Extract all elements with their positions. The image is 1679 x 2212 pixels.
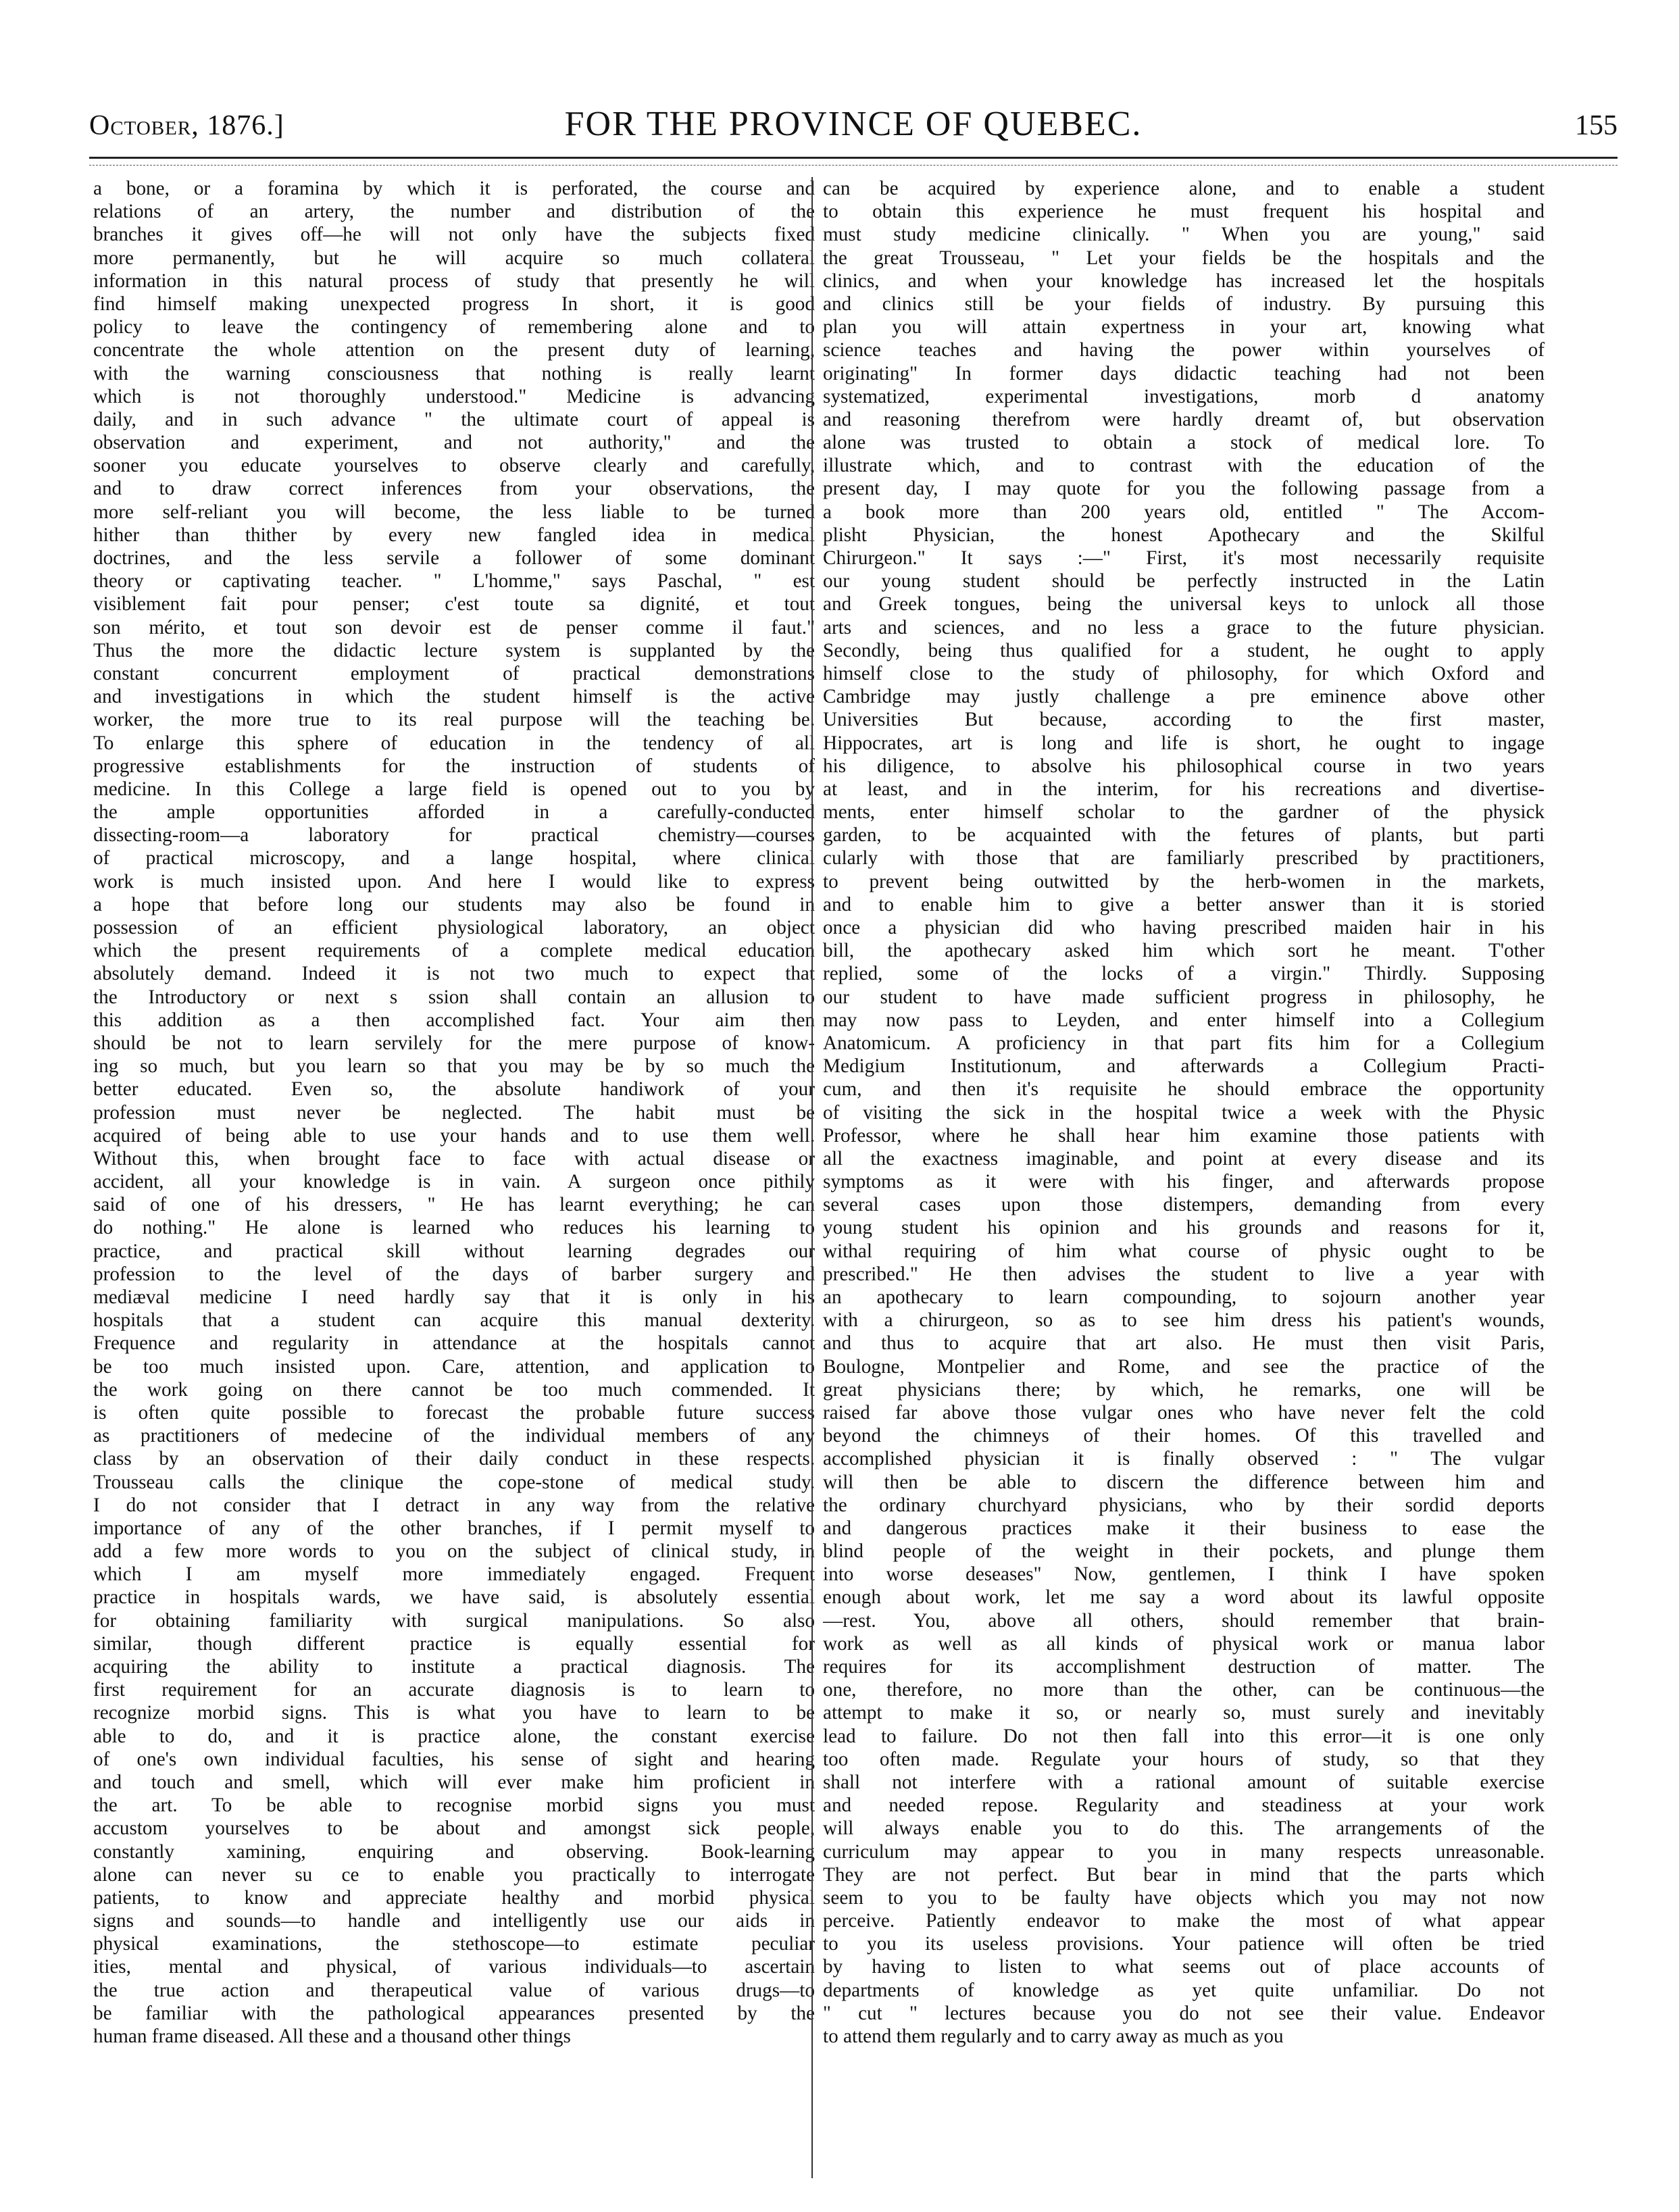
left-column xyxy=(93,177,815,2178)
text-line: more permanently, but he will acquire so much collateral xyxy=(93,247,815,269)
text-line: great physicians there; by which, he remarks, one will be xyxy=(823,1378,1545,1401)
text-line: curriculum may appear to you in many respects unreasonable. xyxy=(823,1840,1545,1863)
text-line: arts and sciences, and no less a grace to the future physician. xyxy=(823,616,1545,638)
text-line: our student to have made sufficient progress in philosophy, he xyxy=(823,986,1545,1008)
text-line: possession of an efficient physiological laboratory, an object xyxy=(93,917,815,938)
text-line: ities, mental and physical, of various individuals—to ascertain xyxy=(93,1956,815,1978)
text-line: Trousseau calls the clinique the cope-stone of medical study. xyxy=(93,1471,815,1493)
text-line: science teaches and having the power within yourselves of xyxy=(823,339,1545,361)
text-line: find himself making unexpected progress In short, it is good xyxy=(93,293,815,315)
text-line: acquired of being able to use your hands and to use them well. xyxy=(93,1124,815,1147)
text-line: plisht Physician, the honest Apothecary and the Skilful xyxy=(823,524,1545,546)
text-line: Professor, where he shall hear him examine those patients with xyxy=(823,1124,1545,1147)
text-line: Hippocrates, art is long and life is short, he ought to ingage xyxy=(823,732,1545,754)
text-line: perceive. Patiently endeavor to make the most of what appear xyxy=(823,1910,1545,1932)
text-line: and to enable him to give a better answer than it is storied xyxy=(823,893,1545,915)
text-line: Chirurgeon." It says :—" First, it's most necessarily requisite xyxy=(823,547,1545,569)
text-line: himself close to the study of philosophy, for which Oxford and xyxy=(823,662,1545,684)
text-line: young student his opinion and his grounds and reasons for it, xyxy=(823,1217,1545,1239)
text-line: daily, and in such advance " the ultimate court of appeal is xyxy=(93,408,815,430)
text-line: theory or captivating teacher. " L'homme," says Paschal, " est xyxy=(93,570,815,593)
text-line: accustom yourselves to be about and amongst sick people, xyxy=(93,1817,815,1840)
text-line: of visiting the sick in the hospital twice a week with the Physic xyxy=(823,1101,1545,1124)
text-line: relations of an artery, the number and distribution of the xyxy=(93,201,815,223)
text-line: this addition as a then accomplished fact. Your aim then xyxy=(93,1009,815,1031)
text-line: work as well as all kinds of physical work or manua labor xyxy=(823,1632,1545,1655)
text-line: branches it gives off—he will not only have the subjects fixed xyxy=(93,224,815,246)
text-line: requires for its accomplishment destruction of matter. The xyxy=(823,1656,1545,1678)
text-line: withal requiring of him what course of physic ought to be xyxy=(823,1240,1545,1262)
text-line: is often quite possible to forecast the probable future success xyxy=(93,1401,815,1424)
text-line: ing so much, but you learn so that you may be by so much the xyxy=(93,1055,815,1078)
text-line: add a few more words to you on the subject of clinical study, in xyxy=(93,1540,815,1563)
text-line: constantly xamining, enquiring and observing. Book-learning xyxy=(93,1840,815,1863)
text-line: all the exactness imaginable, and point at every disease and its xyxy=(823,1147,1545,1170)
text-line: mediæval medicine I need hardly say that it is only in his xyxy=(93,1286,815,1308)
text-line: to prevent being outwitted by the herb-women in the markets, xyxy=(823,870,1545,893)
text-line: by having to listen to what seems out of place accounts of xyxy=(823,1956,1545,1978)
text-line: be too much insisted upon. Care, attention, and application to xyxy=(93,1355,815,1378)
text-line: physical examinations, the stethoscope—to estimate peculiar xyxy=(93,1933,815,1955)
text-line: can be acquired by experience alone, and to enable a student xyxy=(823,178,1545,199)
text-line: the ample opportunities afforded in a carefully-conducted xyxy=(93,801,815,824)
text-line: and Greek tongues, being the universal keys to unlock all those xyxy=(823,593,1545,615)
text-line: of practical microscopy, and a lange hospital, where clinical xyxy=(93,847,815,870)
text-line: information in this natural process of study that presently he will xyxy=(93,270,815,292)
header-rule-dashed xyxy=(89,165,1618,166)
text-line: and touch and smell, which will ever make him proficient in xyxy=(93,1771,815,1793)
text-line: departments of knowledge as yet quite unfamiliar. Do not xyxy=(823,1979,1545,2001)
text-line: attempt to make it so, or nearly so, must surely and inevitably xyxy=(823,1702,1545,1724)
text-line: and to draw correct inferences from your observations, the xyxy=(93,478,815,500)
text-line: hither than thither by every new fangled idea in medical xyxy=(93,524,815,546)
text-line: son mérito, et tout son devoir est de penser comme il faut." xyxy=(93,616,815,638)
text-line: originating" In former days didactic teaching had not been xyxy=(823,362,1545,384)
text-line: similar, though different practice is equally essential for xyxy=(93,1632,815,1655)
right-column xyxy=(823,177,1545,2178)
header-rule xyxy=(89,157,1618,159)
text-line: a book more than 200 years old, entitled " The Accom- xyxy=(823,501,1545,523)
text-line: and needed repose. Regularity and steadiness at your work xyxy=(823,1794,1545,1817)
text-line: and investigations in which the student himself is the active xyxy=(93,686,815,708)
text-line: Frequence and regularity in attendance at the hospitals cannot xyxy=(93,1332,815,1355)
text-line: observation and experiment, and not authority," and the xyxy=(93,432,815,454)
text-line: lead to failure. Do not then fall into this error—it is one only xyxy=(823,1725,1545,1747)
text-line: which is not thoroughly understood." Medicine is advancing xyxy=(93,385,815,407)
text-line: of one's own individual faculties, his sense of sight and hearing xyxy=(93,1748,815,1770)
text-line: accomplished physician it is finally observed : " The vulgar xyxy=(823,1448,1545,1470)
text-line: a bone, or a foramina by which it is perforated, the course and xyxy=(93,178,815,199)
text-line: to you its useless provisions. Your patience will often be tried xyxy=(823,1933,1545,1955)
text-line: at least, and in the interim, for his recreations and divertise- xyxy=(823,778,1545,800)
text-line: should be not to learn servilely for the mere purpose of know- xyxy=(93,1032,815,1054)
text-line: practice, and practical skill without learning degrades our xyxy=(93,1240,815,1262)
text-line: I do not consider that I detract in any way from the relative xyxy=(93,1494,815,1516)
text-line: policy to leave the contingency of remembering alone and to xyxy=(93,316,815,338)
text-line: seem to you to be faulty have objects which you may not now xyxy=(823,1886,1545,1909)
text-line: cum, and then it's requisite he should embrace the opportunity xyxy=(823,1078,1545,1101)
text-line: accident, all your knowledge is in vain. A surgeon once pithily xyxy=(93,1171,815,1193)
text-line: which the present requirements of a complete medical education xyxy=(93,940,815,962)
text-line: able to do, and it is practice alone, the constant exercise xyxy=(93,1725,815,1747)
text-line: They are not perfect. But bear in mind that the parts which xyxy=(823,1863,1545,1886)
text-line: Boulogne, Montpelier and Rome, and see the practice of the xyxy=(823,1355,1545,1378)
text-line: hospitals that a student can acquire this manual dexterity. xyxy=(93,1309,815,1332)
text-line: constant concurrent employment of practical demonstrations xyxy=(93,662,815,684)
text-line: replied, some of the locks of a virgin." Thirdly. Supposing xyxy=(823,963,1545,985)
text-line: —rest. You, above all others, should remember that brain- xyxy=(823,1609,1545,1632)
text-line: profession must never be neglected. The habit must be xyxy=(93,1101,815,1124)
text-line: alone can never su ce to enable you practically to interrogate xyxy=(93,1863,815,1886)
text-line: an apothecary to learn compounding, to sojourn another year xyxy=(823,1286,1545,1308)
text-line: recognize morbid signs. This is what you have to learn to be xyxy=(93,1702,815,1724)
text-line: the work going on there cannot be too much commended. It xyxy=(93,1378,815,1401)
text-line: blind people of the weight in their pockets, and plunge them xyxy=(823,1540,1545,1563)
text-line: alone was trusted to obtain a stock of medical lore. To xyxy=(823,432,1545,454)
text-line: symptoms as it were with his finger, and afterwards propose xyxy=(823,1171,1545,1193)
text-line: progressive establishments for the instruction of students of xyxy=(93,755,815,777)
text-line: the great Trousseau, " Let your fields be the hospitals and the xyxy=(823,247,1545,269)
text-line: will always enable you to do this. The arrangements of the xyxy=(823,1817,1545,1840)
text-line: Universities But because, according to the first master, xyxy=(823,709,1545,731)
text-line: doctrines, and the less servile a follower of some dominant xyxy=(93,547,815,569)
text-line: may now pass to Leyden, and enter himself into a Collegium xyxy=(823,1009,1545,1031)
text-line: too often made. Regulate your hours of study, so that they xyxy=(823,1748,1545,1770)
text-line: absolutely demand. Indeed it is not two much to expect that xyxy=(93,963,815,985)
text-line: clinics, and when your knowledge has increased let the hospitals xyxy=(823,270,1545,292)
text-line: present day, I may quote for you the following passage from a xyxy=(823,478,1545,500)
text-line: the art. To be able to recognise morbid signs you must xyxy=(93,1794,815,1817)
text-line: with a chirurgeon, so as to see him dress his patient's wounds, xyxy=(823,1309,1545,1332)
text-line: will then be able to discern the difference between him and xyxy=(823,1471,1545,1493)
text-line: worker, the more true to its real purpose will the teaching be. xyxy=(93,709,815,731)
text-line: bill, the apothecary asked him which sort he meant. T'other xyxy=(823,940,1545,962)
text-line: several cases upon those distempers, demanding from every xyxy=(823,1194,1545,1216)
text-line: Secondly, being thus qualified for a student, he ought to apply xyxy=(823,639,1545,661)
text-line: raised far above those vulgar ones who have never felt the cold xyxy=(823,1401,1545,1424)
page-header xyxy=(89,103,1618,150)
text-line: concentrate the whole attention on the present duty of learning, xyxy=(93,339,815,361)
text-line: better educated. Even so, the absolute handiwork of your xyxy=(93,1078,815,1101)
text-line: the true action and therapeutical value of various drugs—to xyxy=(93,1979,815,2001)
text-line: a hope that before long our students may also be found in xyxy=(93,893,815,915)
text-line: and clinics still be your fields of industry. By pursuing this xyxy=(823,293,1545,315)
text-line: the Introductory or next s ssion shall contain an allusion to xyxy=(93,986,815,1008)
text-line: and reasoning therefrom were hardly dreamt of, but observation xyxy=(823,408,1545,430)
text-line: acquiring the ability to institute a practical diagnosis. The xyxy=(93,1656,815,1678)
text-line: illustrate which, and to contrast with the education of the xyxy=(823,455,1545,477)
text-line: " cut " lectures because you do not see their value. Endeavor xyxy=(823,2002,1545,2024)
text-line: work is much insisted upon. And here I would like to express xyxy=(93,870,815,893)
text-line: beyond the chimneys of their homes. Of this travelled and xyxy=(823,1425,1545,1447)
text-line: dissecting-room—a laboratory for practical chemistry—courses xyxy=(93,824,815,847)
text-line: one, therefore, no more than the other, can be continuous—the xyxy=(823,1679,1545,1701)
text-line: into worse deseases" Now, gentlemen, I think I have spoken xyxy=(823,1563,1545,1586)
text-line: which I am myself more immediately engaged. Frequent xyxy=(93,1563,815,1586)
text-line: practice in hospitals wards, we have said, is absolutely essential xyxy=(93,1586,815,1609)
text-line: and dangerous practices make it their business to ease the xyxy=(823,1517,1545,1539)
column-divider xyxy=(811,177,813,2178)
text-line: ments, enter himself scholar to the gardner of the physick xyxy=(823,801,1545,824)
text-line: medicine. In this College a large field is opened out to you by xyxy=(93,778,815,800)
text-line: and thus to acquire that art also. He must then visit Paris, xyxy=(823,1332,1545,1355)
text-line: prescribed." He then advises the student to live a year with xyxy=(823,1263,1545,1285)
text-line: shall not interfere with a rational amount of suitable exercise xyxy=(823,1771,1545,1793)
text-line: garden, to be acquainted with the fetures of plants, but parti xyxy=(823,824,1545,847)
text-line: his diligence, to absolve his philosophical course in two years xyxy=(823,755,1545,777)
text-line: To enlarge this sphere of education in the tendency of all xyxy=(93,732,815,754)
text-line: Cambridge may justly challenge a pre eminence above other xyxy=(823,686,1545,708)
text-line: to obtain this experience he must frequent his hospital and xyxy=(823,201,1545,223)
text-line: profession to the level of the days of barber surgery and xyxy=(93,1263,815,1285)
text-line: human frame diseased. All these and a thousand other things xyxy=(93,2026,571,2047)
text-line: once a physician did who having prescribed maiden hair in his xyxy=(823,917,1545,938)
text-line: sooner you educate yourselves to observe clearly and carefully, xyxy=(93,455,815,477)
header-title: FOR THE PROVINCE OF QUEBEC. xyxy=(564,105,1143,143)
text-line: more self-reliant you will become, the less liable to be turned xyxy=(93,501,815,523)
text-line: our young student should be perfectly instructed in the Latin xyxy=(823,570,1545,593)
page-number: 155 xyxy=(1575,110,1618,141)
text-line: do nothing." He alone is learned who reduces his learning to xyxy=(93,1217,815,1239)
header-date: October, 1876.] xyxy=(89,110,284,141)
text-line: as practitioners of medecine of the individual members of any xyxy=(93,1425,815,1447)
text-line: for obtaining familiarity with surgical manipulations. So also xyxy=(93,1609,815,1632)
text-line: with the warning consciousness that nothing is really learnt xyxy=(93,362,815,384)
text-line: importance of any of the other branches, if I permit myself to xyxy=(93,1517,815,1539)
text-line: first requirement for an accurate diagnosis is to learn to xyxy=(93,1679,815,1701)
text-line: enough about work, let me say a word about its lawful opposite xyxy=(823,1586,1545,1609)
text-line: Thus the more the didactic lecture system is supplanted by the xyxy=(93,639,815,661)
text-line: the ordinary churchyard physicians, who by their sordid deports xyxy=(823,1494,1545,1516)
text-line: said of one of his dressers, " He has learnt everything; he can xyxy=(93,1194,815,1216)
text-line: Medigium Institutionum, and afterwards a Collegium Practi- xyxy=(823,1055,1545,1078)
text-line: visiblement fait pour penser; c'est toute sa dignité, et tout xyxy=(93,593,815,615)
text-line: Without this, when brought face to face with actual disease or xyxy=(93,1147,815,1170)
text-line: signs and sounds—to handle and intelligently use our aids in xyxy=(93,1910,815,1932)
text-line: cularly with those that are familiarly prescribed by practitioners, xyxy=(823,847,1545,870)
text-line: to attend them regularly and to carry away as much as you xyxy=(823,2026,1284,2047)
text-line: Anatomicum. A proficiency in that part fits him for a Collegium xyxy=(823,1032,1545,1054)
text-line: plan you will attain expertness in your art, knowing what xyxy=(823,316,1545,338)
text-line: be familiar with the pathological appearances presented by the xyxy=(93,2002,815,2024)
text-line: must study medicine clinically. " When you are young," said xyxy=(823,224,1545,246)
text-line: systematized, experimental investigations, morb d anatomy xyxy=(823,385,1545,407)
text-line: class by an observation of their daily conduct in these respects. xyxy=(93,1448,815,1470)
text-line: patients, to know and appreciate healthy and morbid physical xyxy=(93,1886,815,1909)
